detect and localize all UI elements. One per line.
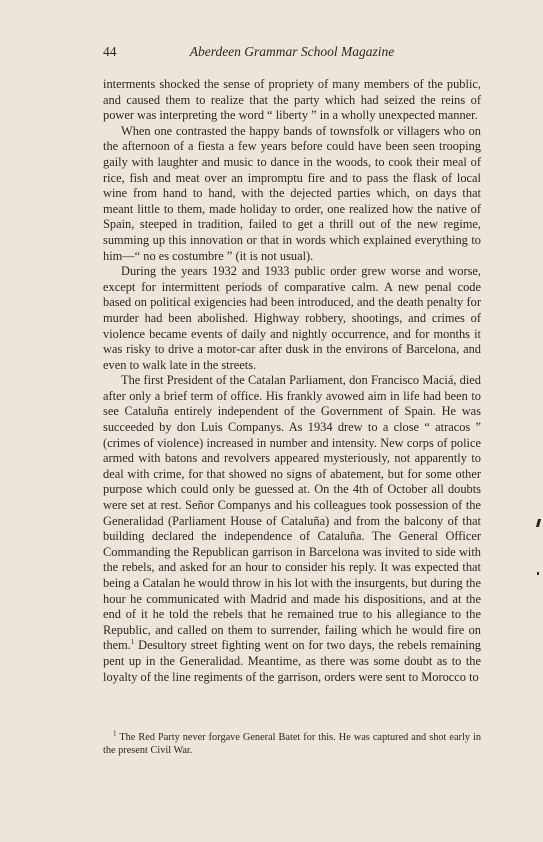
margin-dot bbox=[537, 572, 539, 575]
footnote-marker: 1 bbox=[113, 729, 117, 738]
paragraph-text: The first President of the Catalan Parliament, don Francisco Maciá, died after only a brief term of office. His frankly avowed aim in life had been to see Cataluña entirely independent of the Government of Spain. He was succeeded by don Luis Companys. As 1934 drew to a close “ atracos ” (crimes of violence) increased in number and intensity. New corps of police armed with batons and revolvers appeared mysteriously, not apparently to deal with crime, for that showed no signs of abatement, but for some other purpose which could only be guessed at. On the 4th of October all doubts were set at rest. Señor Companys and his colleagues took possession of the Generalidad (Parliament House of Cataluña) and from the balcony of that building declared the independence of Cataluña. The General Officer Commanding the Republican garrison in Barcelona was invited to side with the rebels, and asked for an hour to consider his reply. It was expected that being a Catalan he would throw in his lot with the insurgents, but during the hour he communicated with Madrid and made his dispositions, and at the end of it he told the rebels that he remained true to his allegiance to the Republic, and called on them to surrender, failing which he would fire on them. bbox=[103, 373, 481, 653]
footnote bbox=[103, 731, 481, 757]
page-number: 44 bbox=[103, 44, 117, 59]
footnote-body: The Red Party never forgave General Batet for this. He was captured and shot early in the present Civil War. bbox=[103, 732, 481, 756]
footnote-text bbox=[103, 731, 481, 757]
page-header bbox=[103, 44, 481, 60]
footnote-reference: 1 bbox=[130, 638, 135, 647]
running-title: Aberdeen Grammar School Magazine bbox=[189, 44, 395, 59]
paragraph-text: Desultory street fighting went on for two days, the rebels remaining pent up in the Generalidad. Meantime, as there was some doubt as to the loyalty of the line regiments of the garrison, orders were sent to Morocco to bbox=[103, 638, 481, 684]
margin-mark bbox=[536, 519, 541, 527]
body-text bbox=[103, 77, 481, 685]
paragraph: interments shocked the sense of propriety of many members of the public, and caused them to realize that the party which had seized the reins of power was interpreting the word “ liberty ” in a wholly unexpected manner. bbox=[103, 77, 481, 123]
paragraph: During the years 1932 and 1933 public order grew worse and worse, except for intermittent periods of comparative calm. A new penal code based on political exigencies had been introduced, and the death penalty for murder had been abolished. Highway robbery, shootings, and crimes of violence became events of daily and nightly occurrence, and for months it was risky to drive a motor-car after dusk in the environs of Barcelona, and even to walk late in the streets. bbox=[103, 264, 481, 372]
paragraph bbox=[103, 373, 481, 685]
paragraph: When one contrasted the happy bands of townsfolk or villagers who on the afternoon of a fiesta a few years before could have been seen trooping gaily with laughter and music to dance in the woods, to cook their meal of rice, fish and meat over an impromptu fire and to pass the flask of local wine from hand to hand, with the dejected parties which, on days that meant little to them, made holiday to order, one realized how the native of Spain, steeped in tradition, failed to get a thrill out of the new regime, summing up this innovation or that in words which explained everything to him—“ no es costumbre ” (it is not usual). bbox=[103, 123, 481, 263]
